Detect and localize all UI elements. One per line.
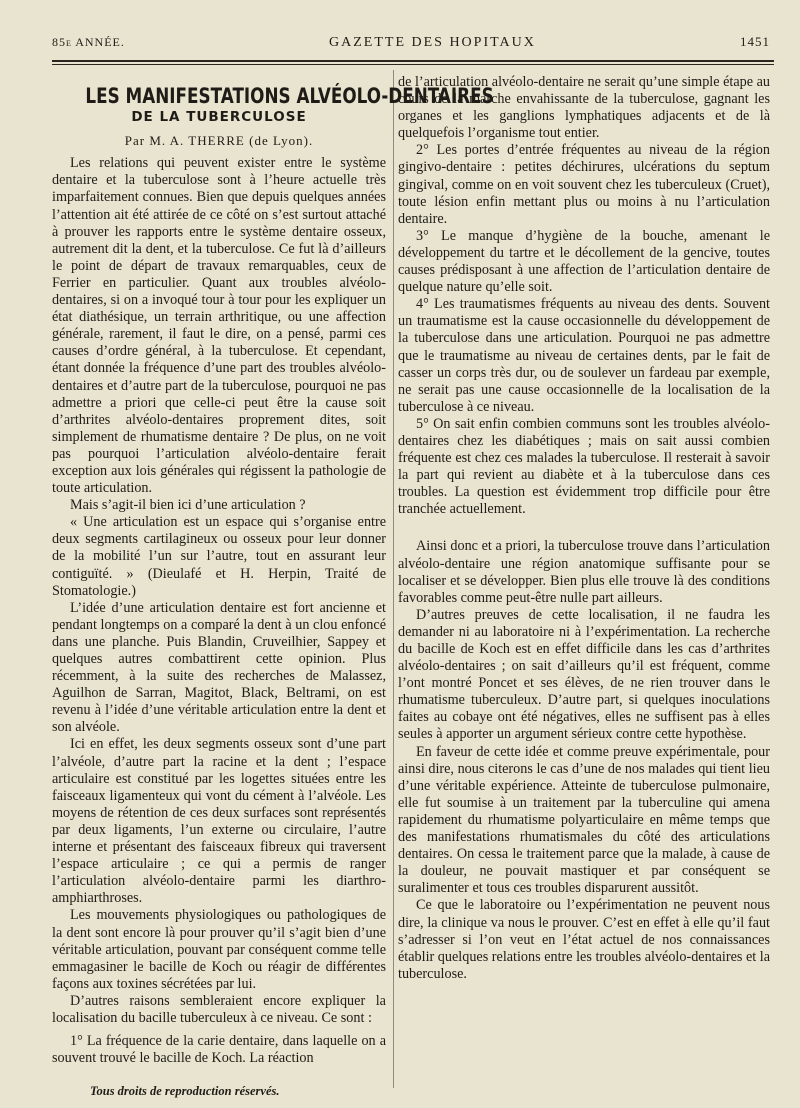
paragraph: L’idée d’une articulation dentaire est fort ancienne et pendant longtemps on a comparé la dent à un clou enfoncé dans une planche. Puis Blandin, Cruveilhier, Sappey et quelques autres combattirent cette opinion. Plus récemment, à la suite des recherches de Malassez, Aguilhon de Sarran, Magitot, Black, Beltrami, on est revenu à l’idée d’une véritable articulation entre la dent et son alvéole. [52,599,386,736]
paragraph: Ce que le laboratoire ou l’expérimentation ne peuvent nous dire, la clinique va nous le prouver. C’est en effet à elle qu’il faut s’adresser si l’on veut en l’état actuel de nos connaissances établir quelques relations entre les troubles alvéolo-dentaires et la tuberculose. [398,897,770,982]
paragraph: 3° Le manque d’hygiène de la bouche, amenant le développement du tartre et le décollement de la gencive, toutes causes prédisposant à une affection de l’articulation dentaire de quelque nature qu’elle soit. [398,227,770,296]
paragraph: Ainsi donc et a priori, la tuberculose trouve dans l’articulation alvéolo-dentaire une région anatomique suffisante pour se localiser et se développer. Bien plus elle trouve là des conditions favorables comme peut-être nulle part ailleurs. [398,538,770,606]
header-rule-thin [52,64,774,65]
paragraph: 5° On sait enfin combien communs sont les troubles alvéolo-dentaires chez les diabétiques ; mais on sait aussi combien fréquente est chez ces malades la tuberculose. Il resterait à savoir la part qui revient au diabète et à la tuberculose dans ces troubles. La question est évidemment trop difficile pour être tranchée actuellement. [398,415,770,518]
paragraph: D’autres raisons sembleraient encore expliquer la localisation du bacille tuberculeux à ce niveau. Ce sont : [52,992,386,1026]
article-byline: Par M. A. THERRE (de Lyon). [124,133,314,149]
left-column [52,74,494,1067]
paragraph: Les relations qui peuvent exister entre le système dentaire et la tuberculose sont à l’heure actuelle très imparfaitement connues. Bien que depuis quelques années l’attention ait été attirée de ce côté on s’est surtout attaché à prouver les rapports entre le système dentaire osseux, autrement dit la dent, et la tuberculose. Ce fut là d’ailleurs le point de départ de travaux remarquables, ceux de Ferrier en particulier. Quant aux troubles alvéolo-dentaires, si on a invoqué tour à tour pour les expliquer un état diathésique, un terrain arthritique, ou une affection générale, rarement, il faut le dire, on a pensé, parmi ces causes d’ordre général, à la tuberculose. Et cependant, étant donnée la fréquence d’une part des troubles alvéolo-dentaires et d’autre part de la tuberculose, pourquoi ne pas admettre a priori que celle-ci peut être la cause soit d’arthrites alvéolo-dentaires proprement dites, soit simplement de rhumatisme dentaire ? De plus, on ne voit pas pourquoi l’articulation alvéolo-dentaire ferait exception aux lois générales qui régissent la pathologie de toute articulation. [52,155,386,497]
page-number: 1451 [740,34,770,49]
rights-notice: Tous droits de reproduction réservés. [90,1084,280,1098]
paragraph: Les mouvements physiologiques ou pathologiques de la dent sont encore là pour prouver qu’il s’agit bien d’une véritable articulation, pouvant par conséquent comme telle emmagasiner le bacille de Koch ou réagir de différentes façons aux toxines sécrétées par lui. [52,907,386,992]
article-subtitle: DE LA TUBERCULOSE [131,109,307,126]
paragraph: 1° La fréquence de la carie dentaire, dans laquelle on a souvent trouvé le bacille de Koch. La réaction [52,1033,386,1067]
paragraph: Mais s’agit-il bien ici d’une articulation ? [70,497,306,514]
article-title: LES MANIFESTATIONS ALVÉOLO-DENTAIRES [85,84,494,108]
right-column [398,74,770,983]
section-gap [398,518,770,538]
header-rule-thick [52,60,774,62]
paragraph: 4° Les traumatismes fréquents au niveau des dents. Souvent un traumatisme est la cause occasionnelle du développement de la tuberculose dans une articulation. Pourquoi ne pas admettre que le traumatisme au niveau de certaines dents, par le fait de casser un corps très dur, ou de soulever un fardeau par exemple, ne serait pas une cause occasionnelle de la localisation de la tuberculose à ce niveau. [398,296,770,415]
journal-name: GAZETTE DES HOPITAUX [329,35,536,50]
page-header [52,34,770,56]
paragraph: « Une articulation est un espace qui s’organise entre deux segments cartilagineux ou osseux pour leur donner de la mobilité l’un sur l’autre, tout en assurant leur contiguïté. » (Dieulafé et H. Herpin, Traité de Stomatologie.) [52,514,386,599]
paragraph: D’autres preuves de cette localisation, il ne faudra les demander ni au laboratoire ni à l’expérimentation. La recherche du bacille de Koch est en effet difficile dans les cas d’arthrites alvéolo-dentaires ; on sait d’ailleurs qu’il est fréquent, comme l’ont montré Poncet et ses élèves, de ne rien trouver dans le rhumatisme tuberculeux. D’autre part, si quelques inoculations faites au cobaye ont été négatives, elles ne suffisent pas à elles seules à apporter un argument sérieux contre cette hypothèse. [398,606,770,743]
paragraph: 2° Les portes d’entrée fréquentes au niveau de la région gingivo-dentaire : petites déchirures, ulcérations du septum gingival, comme on en voit souvent chez les tuberculeux (Cruet), toute lésion enfin mettant plus ou moins à nu l’articulation dentaire. [398,142,770,227]
issue-year: 85e ANNÉE. [52,35,125,49]
paragraph: Ici en effet, les deux segments osseux sont d’une part l’alvéole, d’autre part la racine et la dent ; l’espace articulaire est constitué par les logettes situées entre les faisceaux ligamenteux qui vont du cément à l’alvéole. Les moyens de rétention de ces deux surfaces sont représentés par deux ligaments, l’un externe ou circulaire, l’autre interne et présentant des faisceaux fibreux qui traversent l’espace articulaire ; ce qui a permis de ranger l’articulation alvéolo-dentaire parmi les diarthro-amphiarthroses. [52,736,386,907]
column-divider [393,70,394,1088]
paragraph: En faveur de cette idée et comme preuve expérimentale, pour ainsi dire, nous citerons le cas d’une de nos malades qui tient lieu d’une véritable expérience. Atteinte de tuberculose pulmonaire, elle fut soumise à un traitement par la tuberculine qui amena rapidement du rhumatisme polyarticulaire en même temps que des manifestations rhumatismales du côté des articulations dentaires. On cessa le traitement parce que la malade, à cause de la douleur, ne pouvait mastiquer et par conséquent se suralimenter et tous ces troubles disparurent aussitôt. [398,743,770,897]
paragraph: de l’articulation alvéolo-dentaire ne serait qu’une simple étape au cours de la marche envahissante de la tuberculose, gagnant les organes et les ganglions lymphatiques adjacents et de là quelquefois l’organisme tout entier. [398,74,770,142]
